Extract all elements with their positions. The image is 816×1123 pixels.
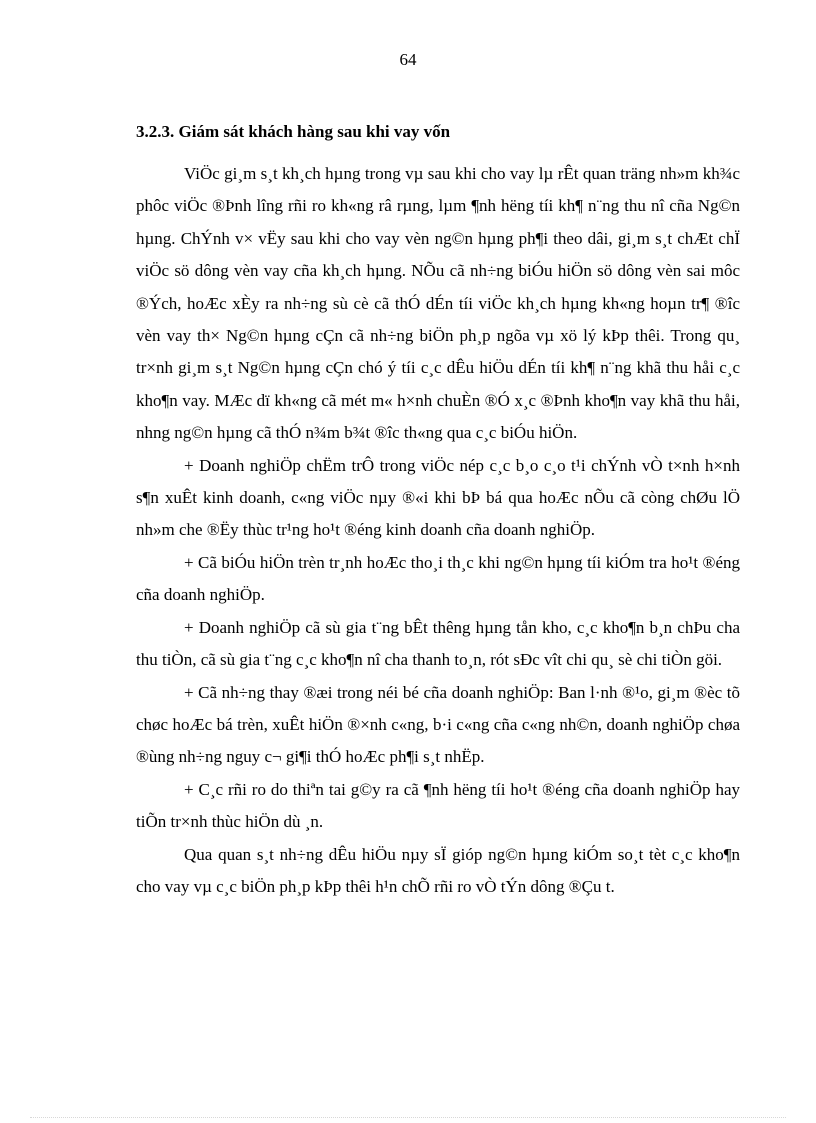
paragraph-avoid-inspection: + Cã biÓu hiÖn trèn tr¸nh hoÆc tho¸i th¸c khi ng©n hµng tíi kiÓm tra ho¹t ®éng cña doanh nghiÖp. [136,552,740,605]
paragraph-natural-risks: + C¸c rñi ro do thiªn tai g©y ra cã ¶nh hëng tíi ho¹t ®éng cña doanh nghiÖp hay tiÕn tr×nh thùc hiÖn dù ¸n. [136,779,740,832]
section-heading: 3.2.3. Giám sát khách hàng sau khi vay vốn [136,122,451,141]
page-number: 64 [399,50,417,69]
page-bottom-divider [30,1117,786,1118]
paragraph-internal-changes: + Cã nh÷ng thay ®æi trong néi bé cña doanh nghiÖp: Ban l·nh ®¹o, gi¸m ®èc tõ chøc hoÆc bá trèn, xuÊt hiÖn ®×nh c«ng, b·i c«ng cña c«ng nh©n, doanh nghiÖp chøa ®ùng nh÷ng nguy c¬ gi¶i thÓ hoÆc ph¶i s¸t nhËp. [136,682,740,767]
body-text [136,158,740,903]
paragraph-intro: ViÖc gi¸m s¸t kh¸ch hµng trong vµ sau khi cho vay lµ rÊt quan träng nh»m kh¾c phôc viÖc ®Þnh lîng rñi ro kh«ng râ rµng, lµm ¶nh hëng tíi kh¶ n¨ng thu nî cña Ng©n hµng. ChÝnh v× vËy sau khi cho vay vèn ng©n hµng ph¶i theo dâi, gi¸m s¸t chÆt chÏ viÖc sö dông vèn vay cña kh¸ch hµng. NÕu cã nh÷ng biÓu hiÖn sö dông vèn sai môc ®Ých, hoÆc xÈy ra nh÷ng sù cè cã thÓ dÉn tíi viÖc kh¸ch hµng kh«ng hoµn tr¶ ®îc vèn vay th× Ng©n hµng cÇn cã nh÷ng biÖn ph¸p ngõa vµ xö lý kÞp thêi. Trong qu¸ tr×nh gi¸m s¸t Ng©n hµng cÇn chó ý tíi c¸c dÊu hiÖu dÉn tíi kh¶ n¨ng khã thu håi c¸c kho¶n vay. MÆc dï kh«ng cã mét m« h×nh chuÈn ®Ó x¸c ®Þnh kho¶n vay khã thu håi, nhng ng©n hµng cã thÓ n¾m b¾t ®îc th«ng qua c¸c biÓu hiÖn. [136,164,740,443]
paragraph-late-reports: + Doanh nghiÖp chËm trÔ trong viÖc nép c¸c b¸o c¸o t¹i chÝnh vÒ t×nh h×nh s¶n xuÊt kinh doanh, c«ng viÖc nµy ®«i khi bÞ bá qua hoÆc nÕu cã còng chØu lÖ nh»m che ®Ëy thùc tr¹ng ho¹t ®éng kinh doanh cña doanh nghiÖp. [136,455,740,540]
paragraph-unusual-increase: + Doanh nghiÖp cã sù gia t¨ng bÊt thêng hµng tån kho, c¸c kho¶n b¸n chÞu cha thu tiÒn, cã sù gia t¨ng c¸c kho¶n nî cha thanh to¸n, rót sÐc vît chi qu¸ sè chi tiÒn göi. [136,617,740,670]
paragraph-conclusion: Qua quan s¸t nh÷ng dÊu hiÖu nµy sÏ gióp ng©n hµng kiÓm so¸t tèt c¸c kho¶n cho vay vµ c¸c biÖn ph¸p kÞp thêi h¹n chÕ rñi ro vÒ tÝn dông ®Çu t. [136,844,740,896]
